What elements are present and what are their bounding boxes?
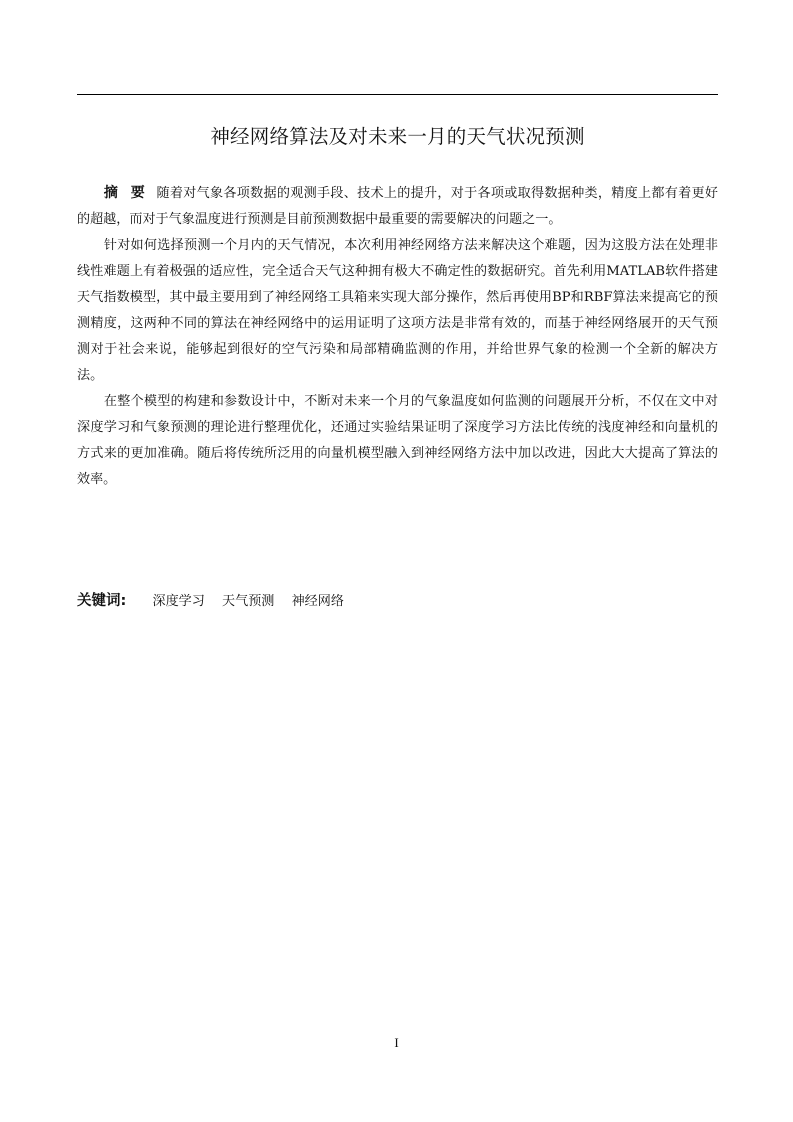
keyword: 神经网络 [291, 594, 344, 609]
abstract-paragraph: 在整个模型的构建和参数设计中，不断对未来一个月的气象温度如何监测的问题展开分析，不仅在文中对深度学习和气象预测的理论进行整理优化，还通过实验结果证明了深度学习方法比传统的浅度神经和向量机的方式来的更加准确。随后将传统所泛用的向量机模型融入到神经网络方法中加以改进，因此大大提高了算法的效率。 [77, 394, 718, 487]
keywords-label: 关键词: [77, 593, 127, 609]
page-number: I [394, 1035, 399, 1050]
abstract-label: 摘要 [103, 185, 158, 201]
keyword-list [152, 594, 356, 609]
abstract-paragraph [77, 180, 718, 233]
keyword: 天气预测 [222, 594, 275, 609]
paper-title: 神经网络算法及对未来一月的天气状况预测 [210, 125, 585, 148]
keywords-line [77, 588, 718, 615]
header-rule [77, 94, 718, 95]
keyword: 深度学习 [152, 594, 205, 609]
abstract-paragraph-text: 随着对气象各项数据的观测手段、技术上的提升，对于各项或取得数据种类，精度上都有着更好的超越，而对于气象温度进行预测是目前预测数据中最重要的需要解决的问题之一。 [77, 186, 718, 227]
abstract-paragraph: 针对如何选择预测一个月内的天气情况，本次利用神经网络方法来解决这个难题，因为这股方法在处理非线性难题上有着极强的适应性，完全适合天气这种拥有极大不确定性的数据研究。首先利用MATLAB软件搭建天气指数模型，其中最主要用到了神经网络工具箱来实现大部分操作，然后再使用BP和RBF算法来提高它的预测精度，这两种不同的算法在神经网络中的运用证明了这项方法是非常有效的，而基于神经网络展开的天气预测对于社会来说，能够起到很好的空气污染和局部精确监测的作用，并给世界气象的检测一个全新的解决方法。 [77, 238, 718, 383]
abstract-section [77, 180, 718, 493]
